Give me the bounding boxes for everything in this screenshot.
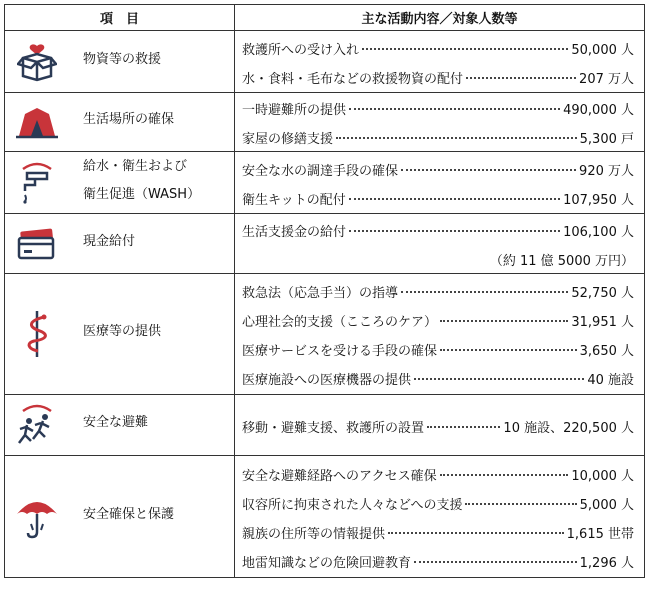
table-row bbox=[5, 456, 645, 578]
activity-value: 3,650 人 bbox=[579, 344, 634, 359]
activity-value: 5,300 戸 bbox=[579, 132, 634, 147]
category-label-line-1: 給水・衛生および bbox=[83, 158, 188, 174]
tent-icon bbox=[11, 104, 63, 140]
leader-dots bbox=[349, 108, 560, 110]
activity-value: 1,296 人 bbox=[579, 555, 634, 571]
relief-box-icon bbox=[11, 42, 63, 82]
activity-label: 水・食料・毛布などの救援物資の配付 bbox=[242, 71, 464, 87]
category-label-line-2: 衛生促進（WASH） bbox=[83, 186, 201, 202]
activity-label: 救急法（応急手当）の指導 bbox=[242, 286, 399, 301]
category-label: 物資等の救援 bbox=[83, 51, 162, 67]
activity-line bbox=[242, 183, 634, 212]
activity-label: 安全な水の調達手段の確保 bbox=[242, 163, 399, 179]
activity-line bbox=[242, 411, 634, 440]
activity-note-text: （約 11 億 5000 万円） bbox=[489, 253, 634, 269]
leader-dots bbox=[336, 137, 577, 139]
category-cell bbox=[5, 395, 235, 456]
leader-dots bbox=[388, 532, 564, 534]
activity-line bbox=[242, 363, 634, 392]
activity-label: 医療サービスを受ける手段の確保 bbox=[242, 344, 438, 359]
evacuation-runners-icon bbox=[11, 403, 63, 447]
leader-dots bbox=[465, 503, 576, 505]
water-tap-icon bbox=[11, 161, 63, 205]
activity-value: 50,000 人 bbox=[571, 42, 634, 58]
leader-dots bbox=[401, 169, 576, 171]
leader-dots bbox=[349, 198, 560, 200]
activities-cell bbox=[235, 395, 645, 456]
activity-value: 106,100 人 bbox=[563, 224, 634, 240]
category-label: 医療等の提供 bbox=[83, 324, 162, 339]
activity-line bbox=[242, 488, 634, 517]
category-cell bbox=[5, 93, 235, 152]
activity-value: 5,000 人 bbox=[579, 497, 634, 513]
category-cell bbox=[5, 31, 235, 93]
leader-dots bbox=[414, 561, 577, 563]
activities-cell bbox=[235, 31, 645, 93]
leader-dots bbox=[401, 291, 568, 293]
cash-card-icon bbox=[11, 228, 63, 260]
table-row bbox=[5, 214, 645, 274]
table-row bbox=[5, 31, 645, 93]
medical-caduceus-icon bbox=[11, 309, 63, 359]
activity-line bbox=[242, 276, 634, 305]
activity-label: 一時避難所の提供 bbox=[242, 103, 347, 118]
activity-line bbox=[242, 33, 634, 62]
activities-cell bbox=[235, 456, 645, 578]
activity-label: 安全な避難経路へのアクセス確保 bbox=[242, 468, 437, 484]
activity-label: 医療施設への医療機器の提供 bbox=[242, 373, 412, 388]
category-cell bbox=[5, 214, 235, 274]
activity-line bbox=[242, 62, 634, 91]
activity-line bbox=[242, 305, 634, 334]
header-activities: 主な活動内容／対象人数等 bbox=[235, 5, 645, 31]
activity-label: 家屋の修繕支援 bbox=[242, 132, 334, 147]
header-item: 項 目 bbox=[5, 5, 235, 31]
activity-value: 107,950 人 bbox=[563, 192, 634, 208]
activities-cell bbox=[235, 214, 645, 274]
leader-dots bbox=[362, 48, 568, 50]
activity-label: 生活支援金の給付 bbox=[242, 224, 347, 240]
activity-value: 10 施設、220,500 人 bbox=[503, 420, 634, 436]
leader-dots bbox=[440, 320, 568, 322]
activity-label: 救護所への受け入れ bbox=[242, 42, 360, 58]
activity-value: 52,750 人 bbox=[571, 286, 634, 301]
category-cell bbox=[5, 152, 235, 214]
activity-line bbox=[242, 546, 634, 575]
table-row bbox=[5, 274, 645, 395]
table-row bbox=[5, 93, 645, 152]
activity-value: 490,000 人 bbox=[563, 103, 634, 118]
activity-line bbox=[242, 517, 634, 546]
leader-dots bbox=[466, 77, 576, 79]
activity-label: 親族の住所等の情報提供 bbox=[242, 526, 386, 542]
table-row bbox=[5, 152, 645, 214]
activity-label: 地雷知識などの危険回避教育 bbox=[242, 555, 412, 571]
activity-value: 207 万人 bbox=[579, 71, 634, 87]
activity-value: 31,951 人 bbox=[571, 315, 634, 330]
activity-note bbox=[242, 244, 634, 273]
activities-cell bbox=[235, 93, 645, 152]
category-label bbox=[63, 153, 200, 213]
activity-value: 1,615 世帯 bbox=[566, 526, 634, 542]
category-label: 安全な避難 bbox=[83, 415, 149, 430]
activity-line bbox=[242, 154, 634, 183]
category-label: 現金給付 bbox=[83, 233, 136, 249]
leader-dots bbox=[440, 474, 569, 476]
category-cell bbox=[5, 456, 235, 578]
activity-line bbox=[242, 93, 634, 122]
activity-label: 心理社会的支援（こころのケア） bbox=[242, 315, 438, 330]
leader-dots bbox=[349, 230, 560, 232]
activity-line bbox=[242, 459, 634, 488]
category-label: 生活場所の確保 bbox=[83, 112, 175, 127]
category-label: 安全確保と保護 bbox=[83, 506, 175, 522]
table-row bbox=[5, 395, 645, 456]
activity-label: 衛生キットの配付 bbox=[242, 192, 346, 208]
leader-dots bbox=[427, 426, 500, 428]
activities-cell bbox=[235, 152, 645, 214]
activities-table bbox=[4, 4, 645, 578]
leader-dots bbox=[414, 378, 584, 380]
activity-line bbox=[242, 122, 634, 151]
umbrella-protection-icon bbox=[11, 494, 63, 540]
table-header-row bbox=[5, 5, 645, 31]
activity-value: 10,000 人 bbox=[571, 468, 634, 484]
activity-value: 40 施設 bbox=[587, 373, 634, 388]
activity-label: 収容所に拘束された人々などへの支援 bbox=[242, 497, 463, 513]
leader-dots bbox=[440, 349, 577, 351]
activity-value: 920 万人 bbox=[579, 163, 634, 179]
activity-line bbox=[242, 334, 634, 363]
activity-line bbox=[242, 215, 634, 244]
category-cell bbox=[5, 274, 235, 395]
activities-cell bbox=[235, 274, 645, 395]
activity-label: 移動・避難支援、救護所の設置 bbox=[242, 420, 425, 436]
